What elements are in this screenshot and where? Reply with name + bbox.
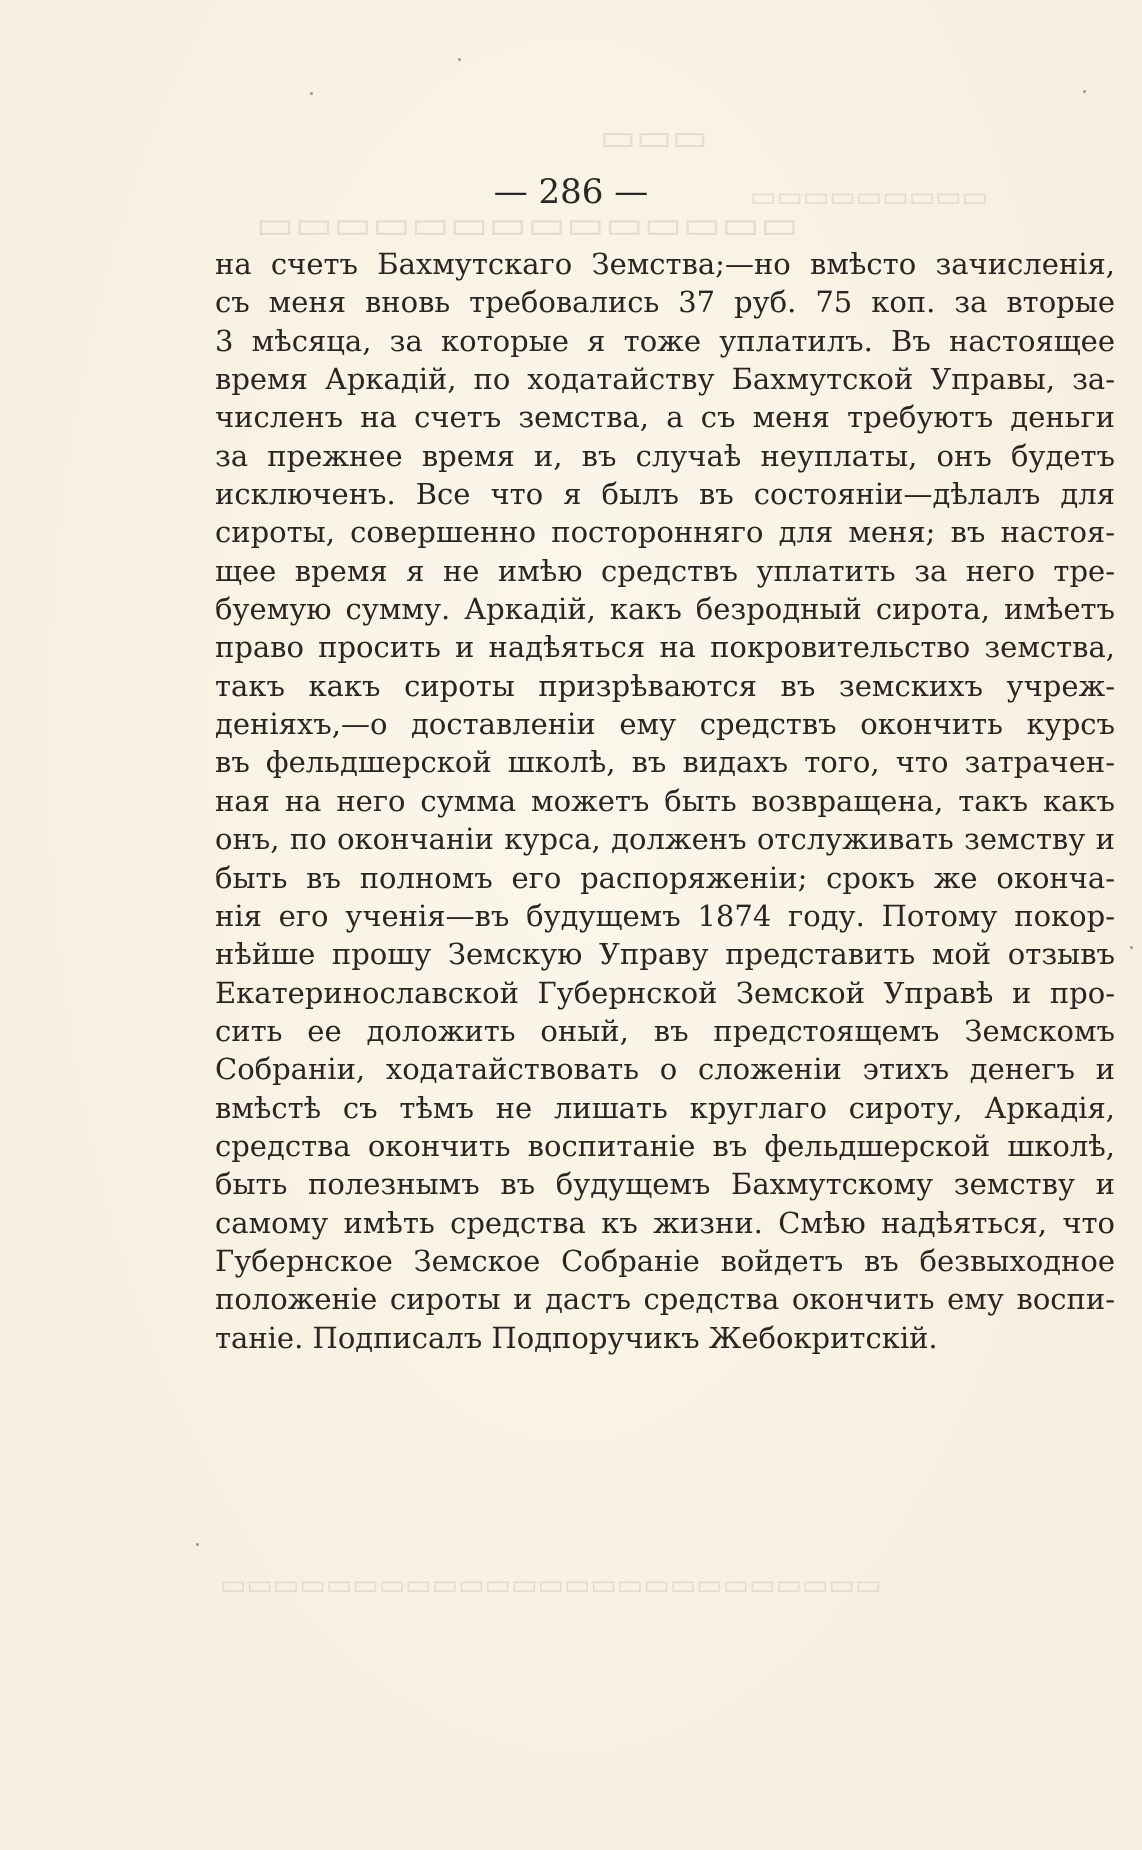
text-line: за прежнее время и, въ случаѣ неуплаты, онъ будетъ xyxy=(215,438,1115,473)
text-line: быть въ полномъ его распоряженіи; срокъ же оконча- xyxy=(215,860,1115,895)
text-line: онъ, по окончаніи курса, долженъ отслуживать земству и xyxy=(215,822,1115,857)
paper-speck xyxy=(1130,946,1133,949)
text-line: щее время я не имѣю средствъ уплатить за него тре- xyxy=(215,553,1115,588)
text-line: буемую сумму. Аркадій, какъ безродный сирота, имѣетъ xyxy=(215,592,1115,627)
text-line: 3 мѣсяца, за которые я тоже уплатилъ. Въ настоящее xyxy=(215,323,1115,358)
text-line: право просить и надѣяться на покровительство земства, xyxy=(215,630,1115,665)
show-through-heading: ​▭▭▭▭▭▭▭▭▭▭▭▭▭▭ xyxy=(255,202,799,248)
text-line: самому имѣть средства къ жизни. Смѣю надѣяться, что xyxy=(215,1205,1115,1240)
text-line: на счетъ Бахмутскаго Земства;—но вмѣсто зачисленія, xyxy=(215,247,1115,281)
text-line: въ фельдшерской школѣ, въ видахъ того, что затрачен- xyxy=(215,745,1115,780)
text-line: время Аркадій, по ходатайству Бахмутской Управы, за- xyxy=(215,362,1115,397)
text-line: положеніе сироты и дастъ средства окончить ему воспи- xyxy=(215,1282,1115,1317)
text-line: нія его ученія—въ будущемъ 1874 году. Потому покор- xyxy=(215,898,1115,933)
text-line: численъ на счетъ земства, а съ меня требуютъ деньги xyxy=(215,400,1115,435)
show-through-line: ​▭▭▭▭▭▭▭▭▭▭▭▭▭▭▭▭▭▭▭▭▭▭▭▭▭ xyxy=(220,1568,882,1601)
text-line: Екатеринославской Губернской Земской Управѣ и про- xyxy=(215,975,1115,1010)
text-line: ная на него сумма можетъ быть возвращена, такъ какъ xyxy=(215,783,1115,818)
text-line: нѣйше прошу Земскую Управу представить мой отзывъ xyxy=(215,937,1115,972)
text-line: таніе. Подписалъ Подпоручикъ Жебокритскій. xyxy=(215,1320,938,1355)
text-line: сить ее доложить оный, въ предстоящемъ Земскомъ xyxy=(215,1013,1115,1048)
text-line: средства окончить воспитаніе въ фельдшерской школѣ, xyxy=(215,1128,1115,1163)
text-line: сироты, совершенно посторонняго для меня; въ настоя- xyxy=(215,515,1115,550)
paper-speck xyxy=(458,58,461,61)
text-line: Собраніи, ходатайствовать о сложеніи этихъ денегъ и xyxy=(215,1052,1115,1087)
page-number: — 286 — xyxy=(493,172,649,212)
text-line: исключенъ. Все что я былъ въ состояніи—дѣлалъ для xyxy=(215,477,1115,512)
text-line: съ меня вновь требовались 37 руб. 75 коп. за вторые xyxy=(215,285,1115,320)
show-through-number: ​▭▭▭ xyxy=(600,115,708,159)
text-line: деніяхъ,—о доставленіи ему средствъ окончить курсъ xyxy=(215,707,1115,742)
paper-speck xyxy=(196,1543,199,1546)
text-line: вмѣстѣ съ тѣмъ не лишать круглаго сироту, Аркадія, xyxy=(215,1090,1115,1125)
body-text xyxy=(215,245,1115,1357)
text-line: Губернское Земское Собраніе войдетъ въ безвыходное xyxy=(215,1243,1115,1278)
text-line: быть полезнымъ въ будущемъ Бахмутскому земству и xyxy=(215,1167,1115,1202)
paper-speck xyxy=(1083,90,1086,93)
paper-speck xyxy=(310,92,313,95)
show-through-date: ​▭▭▭▭▭▭▭▭▭ xyxy=(750,180,989,213)
text-line: такъ какъ сироты призрѣваются въ земскихъ учреж- xyxy=(215,668,1115,703)
